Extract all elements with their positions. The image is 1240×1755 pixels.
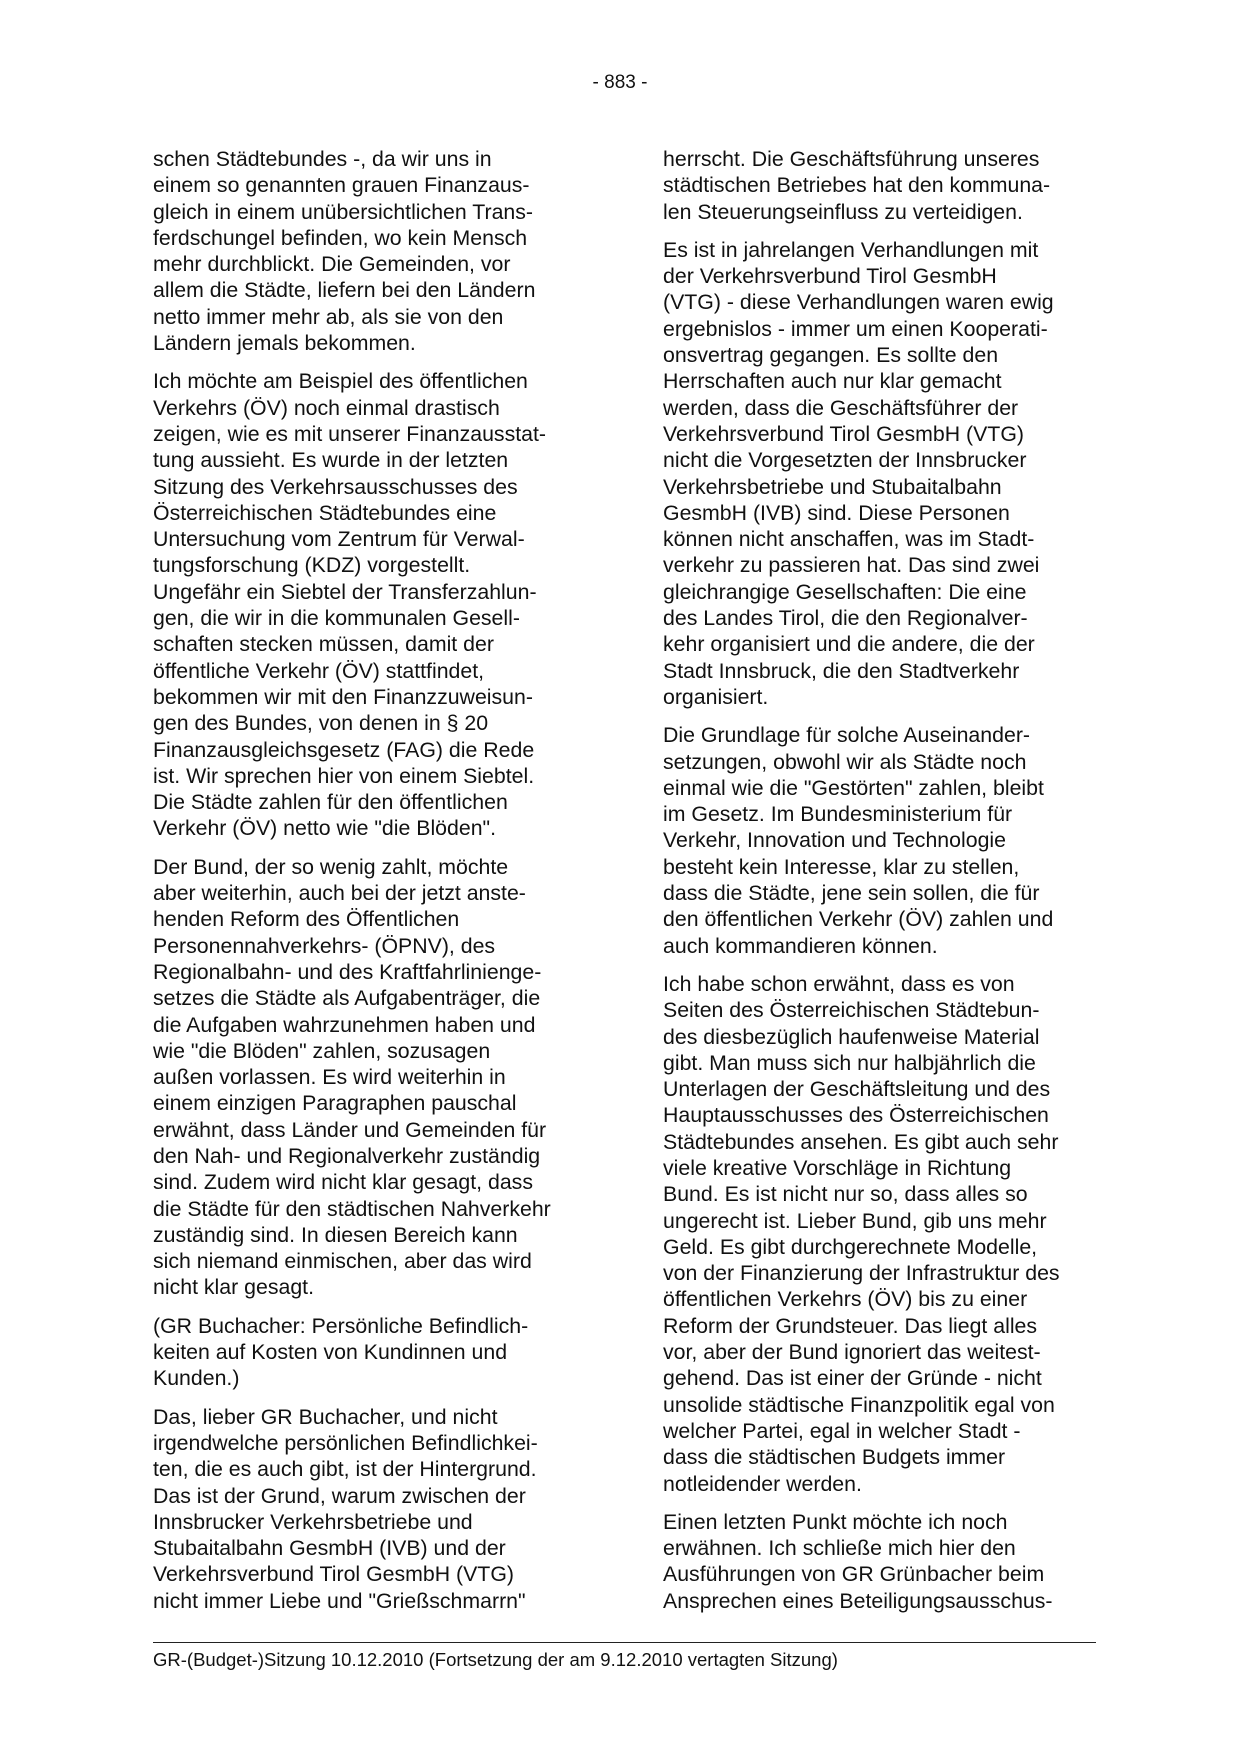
text-line: Seiten des Österreichischen Städtebun- <box>663 998 1040 1023</box>
text-line: städtischen Betriebes hat den kommuna- <box>663 173 1051 198</box>
text-line: gen, die wir in die kommunalen Gesell- <box>153 606 520 631</box>
text-line: henden Reform des Öffentlichen <box>153 907 460 932</box>
text-line: auch kommandieren können. <box>663 933 938 958</box>
text-line: im Gesetz. Im Bundesministerium für <box>663 802 1013 827</box>
paragraph <box>153 1404 591 1614</box>
text-line: dass die städtischen Budgets immer <box>663 1445 1006 1470</box>
text-line: onsvertrag gegangen. Es sollte den <box>663 343 999 368</box>
text-line: Einen letzten Punkt möchte ich noch <box>663 1509 1008 1534</box>
paragraph <box>663 1509 1101 1614</box>
text-line: Verkehr, Innovation und Technologie <box>663 828 1006 853</box>
text-line: viele kreative Vorschläge in Richtung <box>663 1155 1012 1180</box>
text-line: Unterlagen der Geschäftsleitung und des <box>663 1077 1051 1102</box>
text-line: ferdschungel befinden, wo kein Mensch <box>153 225 528 250</box>
text-line: den Nah- und Regionalverkehr zuständig <box>153 1143 541 1168</box>
text-line: wie "die Blöden" zahlen, sozusagen <box>153 1038 491 1063</box>
text-line: Städtebundes ansehen. Es gibt auch sehr <box>663 1129 1059 1154</box>
text-line: Verkehrsverbund Tirol GesmbH (VTG) <box>153 1562 514 1587</box>
text-line: nicht immer Liebe und "Grießschmarrn" <box>153 1588 526 1613</box>
text-line: ten, die es auch gibt, ist der Hintergrund. <box>153 1457 537 1482</box>
text-line: Es ist in jahrelangen Verhandlungen mit <box>663 237 1039 262</box>
text-line: bekommen wir mit den Finanzzuweisun- <box>153 684 533 709</box>
text-line: unsolide städtische Finanzpolitik egal von <box>663 1392 1055 1417</box>
text-line: Verkehrsbetriebe und Stubaitalbahn <box>663 474 1002 499</box>
text-line: Finanzausgleichsgesetz (FAG) die Rede <box>153 737 535 762</box>
text-line: des diesbezüglich haufenweise Material <box>663 1024 1040 1049</box>
text-line: welcher Partei, egal in welcher Stadt - <box>663 1418 1021 1443</box>
paragraph <box>153 1313 591 1392</box>
footer-divider <box>153 1642 1096 1643</box>
text-line: Hauptausschusses des Österreichischen <box>663 1103 1049 1128</box>
page-number: - 883 - <box>592 72 648 93</box>
text-line: keiten auf Kosten von Kundinnen und <box>153 1340 508 1365</box>
text-line: notleidender werden. <box>663 1471 862 1496</box>
text-line: irgendwelche persönlichen Befindlichkei- <box>153 1430 538 1455</box>
text-line: tung aussieht. Es wurde in der letzten <box>153 448 509 473</box>
text-line: Sitzung des Verkehrsausschusses des <box>153 474 518 499</box>
paragraph <box>663 237 1101 710</box>
text-line: Die Grundlage für solche Auseinander- <box>663 723 1030 748</box>
text-line: Die Städte zahlen für den öffentlichen <box>153 790 508 815</box>
text-line: außen vorlassen. Es wird weiterhin in <box>153 1065 506 1090</box>
text-line: (GR Buchacher: Persönliche Befindlich- <box>153 1313 529 1338</box>
text-line: Verkehrs (ÖV) noch einmal drastisch <box>153 395 500 420</box>
text-line: Ich habe schon erwähnt, dass es von <box>663 971 1015 996</box>
text-line: Personennahverkehrs- (ÖPNV), des <box>153 933 496 958</box>
paragraph <box>153 368 591 841</box>
text-line: Stubaitalbahn GesmbH (IVB) und der <box>153 1536 506 1561</box>
text-line: öffentliche Verkehr (ÖV) stattfindet, <box>153 658 485 683</box>
text-line: Ansprechen eines Beteiligungsausschus- <box>663 1588 1053 1613</box>
text-line: von der Finanzierung der Infrastruktur des <box>663 1261 1060 1286</box>
text-line: schaften stecken müssen, damit der <box>153 632 494 657</box>
text-line: zeigen, wie es mit unserer Finanzausstat- <box>153 421 546 446</box>
text-line: besteht kein Interesse, klar zu stellen, <box>663 854 1020 879</box>
text-line: Ich möchte am Beispiel des öffentlichen <box>153 369 528 394</box>
text-line: Innsbrucker Verkehrsbetriebe und <box>153 1509 473 1534</box>
text-line: ist. Wir sprechen hier von einem Siebtel. <box>153 763 535 788</box>
text-line: einem so genannten grauen Finanzaus- <box>153 173 530 198</box>
text-line: len Steuerungseinfluss zu verteidigen. <box>663 199 1023 224</box>
text-line: Das ist der Grund, warum zwischen der <box>153 1483 526 1508</box>
text-line: setzungen, obwohl wir als Städte noch <box>663 749 1027 774</box>
text-line: gibt. Man muss sich nur halbjährlich die <box>663 1050 1036 1075</box>
paragraph <box>663 722 1101 959</box>
text-line: schen Städtebundes -, da wir uns in <box>153 147 492 171</box>
text-line: vor, aber der Bund ignoriert das weitest- <box>663 1340 1041 1365</box>
text-line: des Landes Tirol, die den Regionalver- <box>663 606 1028 631</box>
text-line: Reform der Grundsteuer. Das liegt alles <box>663 1313 1038 1338</box>
left-column <box>153 146 591 1626</box>
text-line: verkehr zu passieren hat. Das sind zwei <box>663 553 1040 578</box>
text-line: Regionalbahn- und des Kraftfahrlinienge- <box>153 959 542 984</box>
text-line: Herrschaften auch nur klar gemacht <box>663 369 1002 394</box>
text-line: Das, lieber GR Buchacher, und nicht <box>153 1404 498 1429</box>
text-line: organisiert. <box>663 684 769 709</box>
text-line: gleichrangige Gesellschaften: Die eine <box>663 579 1027 604</box>
text-line: einmal wie die "Gestörten" zahlen, bleibt <box>663 775 1044 800</box>
text-line: (VTG) - diese Verhandlungen waren ewig <box>663 290 1054 315</box>
text-line: den öffentlichen Verkehr (ÖV) zahlen und <box>663 907 1054 932</box>
text-line: der Verkehrsverbund Tirol GesmbH <box>663 264 997 289</box>
text-line: Der Bund, der so wenig zahlt, möchte <box>153 854 509 879</box>
text-line: aber weiterhin, auch bei der jetzt anste- <box>153 881 526 906</box>
text-line: nicht die Vorgesetzten der Innsbrucker <box>663 448 1027 473</box>
text-line: die Städte für den städtischen Nahverkehr <box>153 1196 551 1221</box>
text-line: gehend. Das ist einer der Gründe - nicht <box>663 1366 1042 1391</box>
text-line: werden, dass die Geschäftsführer der <box>663 395 1019 420</box>
text-line: Ungefähr ein Siebtel der Transferzahlun- <box>153 579 537 604</box>
text-line: herrscht. Die Geschäftsführung unseres <box>663 147 1040 171</box>
text-line: Geld. Es gibt durchgerechnete Modelle, <box>663 1234 1038 1259</box>
text-line: dass die Städte, jene sein sollen, die für <box>663 881 1040 906</box>
text-line: Verkehrsverbund Tirol GesmbH (VTG) <box>663 421 1024 446</box>
text-line: GesmbH (IVB) sind. Diese Personen <box>663 500 1010 525</box>
paragraph <box>663 971 1101 1497</box>
text-line: Untersuchung vom Zentrum für Verwal- <box>153 527 525 552</box>
text-line: allem die Städte, liefern bei den Ländern <box>153 278 536 303</box>
text-line: sich niemand einmischen, aber das wird <box>153 1249 532 1274</box>
text-line: erwähnt, dass Länder und Gemeinden für <box>153 1117 547 1142</box>
text-line: erwähnen. Ich schließe mich hier den <box>663 1536 1016 1561</box>
text-line: setzes die Städte als Aufgabenträger, die <box>153 986 541 1011</box>
right-column <box>663 146 1101 1626</box>
text-line: einem einzigen Paragraphen pauschal <box>153 1091 517 1116</box>
text-line: die Aufgaben wahrzunehmen haben und <box>153 1012 536 1037</box>
text-line: netto immer mehr ab, als sie von den <box>153 304 504 329</box>
text-line: gen des Bundes, von denen in § 20 <box>153 711 489 736</box>
text-line: Stadt Innsbruck, die den Stadtverkehr <box>663 658 1020 683</box>
text-line: Bund. Es ist nicht nur so, dass alles so <box>663 1182 1028 1207</box>
text-line: tungsforschung (KDZ) vorgestellt. <box>153 553 471 578</box>
text-line: Kunden.) <box>153 1366 240 1391</box>
text-line: mehr durchblickt. Die Gemeinden, vor <box>153 252 511 277</box>
text-line: öffentlichen Verkehrs (ÖV) bis zu einer <box>663 1287 1028 1312</box>
text-line: Österreichischen Städtebundes eine <box>153 500 497 525</box>
paragraph <box>663 146 1101 225</box>
paragraph <box>153 146 591 356</box>
text-line: Ländern jemals bekommen. <box>153 331 416 356</box>
footer-text: GR-(Budget-)Sitzung 10.12.2010 (Fortsetzung der am 9.12.2010 vertagten Sitzung) <box>153 1649 838 1670</box>
text-line: ergebnislos - immer um einen Kooperati- <box>663 316 1048 341</box>
text-line: gleich in einem unübersichtlichen Trans- <box>153 199 533 224</box>
text-line: Verkehr (ÖV) netto wie "die Blöden". <box>153 816 497 841</box>
paragraph <box>153 854 591 1301</box>
text-line: ungerecht ist. Lieber Bund, gib uns mehr <box>663 1208 1047 1233</box>
text-line: Ausführungen von GR Grünbacher beim <box>663 1562 1045 1587</box>
text-line: sind. Zudem wird nicht klar gesagt, dass <box>153 1170 533 1195</box>
text-line: können nicht anschaffen, was im Stadt- <box>663 527 1035 552</box>
text-line: zuständig sind. In diesen Bereich kann <box>153 1222 518 1247</box>
text-line: nicht klar gesagt. <box>153 1275 314 1300</box>
text-line: kehr organisiert und die andere, die der <box>663 632 1035 657</box>
